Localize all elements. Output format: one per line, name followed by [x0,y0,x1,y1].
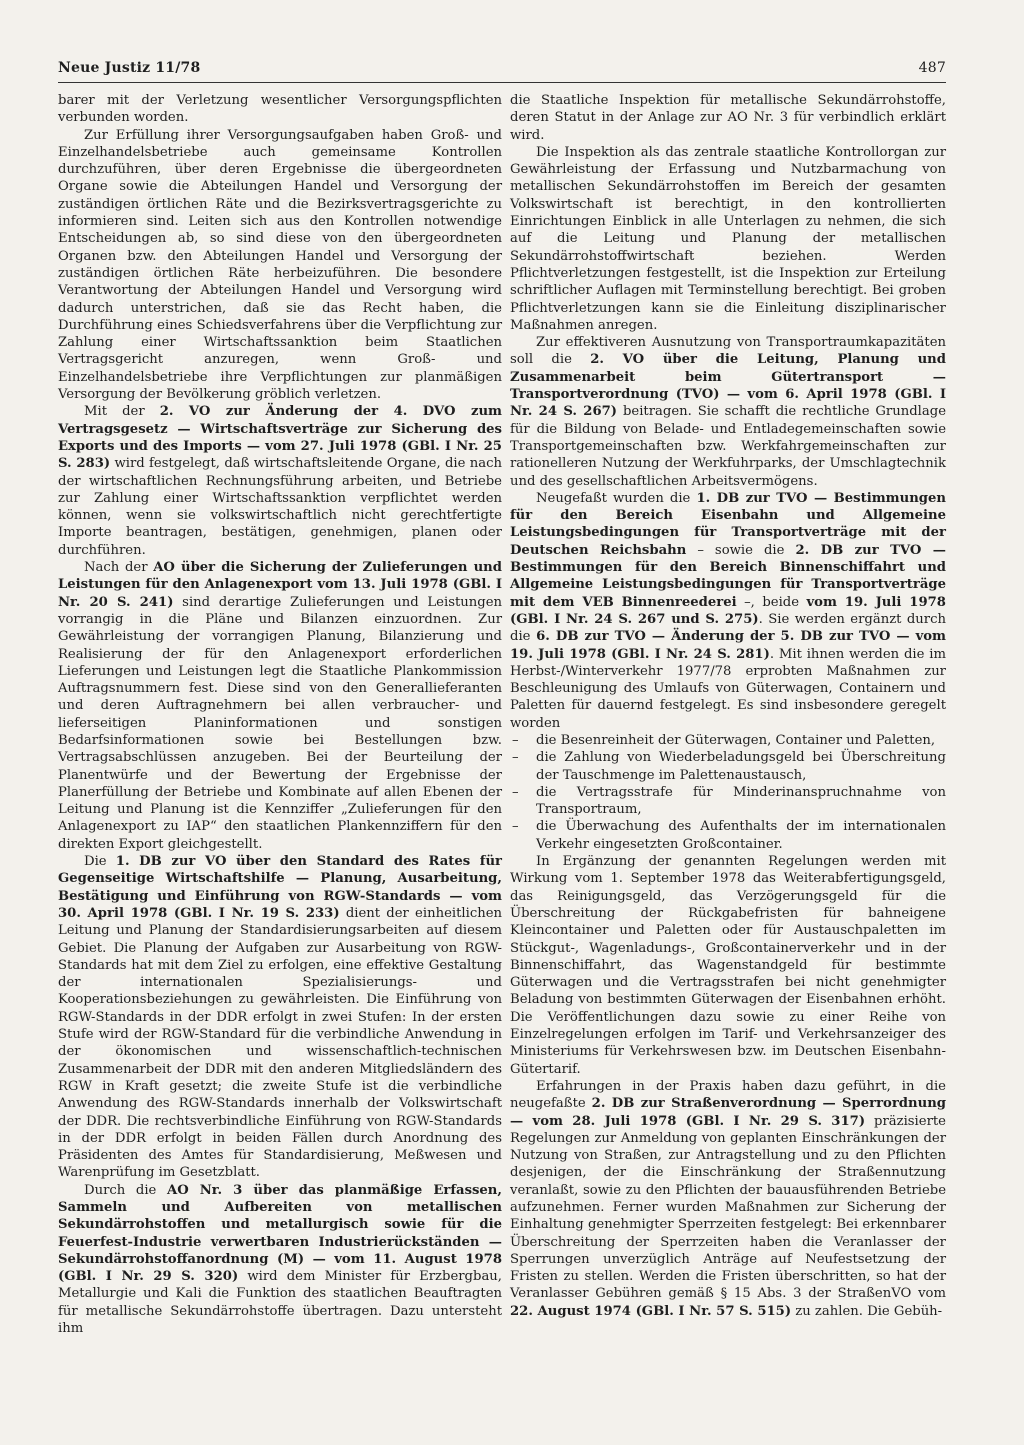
paragraph: Erfahrungen in der Praxis haben dazu geführt, in die neugefaßte 2. DB zur Straßenverordnung — Sperrordnung — vom 28. Juli 1978 (GBl. I Nr. 29 S. 317) präzisierte Regelungen zur Anmeldung von geplanten Einschränkungen der Nutzung von Straßen, zur Antragstellung und zu den Pflichten desjenigen, der die Einschränkung der Straßennutzung veranlaßt, sowie zu den Pflichten der bauausführenden Betriebe aufzunehmen. Ferner wurden Maßnahmen zur Sicherung der Einhaltung genehmigter Sperrzeiten festgelegt: Bei erkennbarer Überschreitung der Sperrzeiten haben die Veranlasser der Sperrungen unverzüglich Anträge auf Neufestsetzung der Fristen zu stellen. Werden die Fristen überschritten, so hat der Veranlasser Gebühren gemäß § 15 Abs. 3 der StraßenVO vom 22. August 1974 (GBl. I Nr. 57 S. 515) zu zahlen. Die Gebüh- [510,1078,946,1319]
regulation-list [510,732,946,853]
paragraph: Mit der 2. VO zur Änderung der 4. DVO zum Vertragsgesetz — Wirtschaftsverträge zur Sicherung des Exports und des Imports — vom 27. Juli 1978 (GBl. I Nr. 25 S. 283) wird festgelegt, daß wirtschaftsleitende Organe, die nach der wirtschaftlichen Rechnungsführung arbeiten, und Betriebe zur Zahlung einer Wirtschaftssanktion verpflichtet werden können, wenn sie volkswirtschaftlich nicht gerechtfertigte Importe beantragen, bestätigen, genehmigen, planen oder durchführen. [58,404,502,558]
legal-citation: 6. DB zur TVO — Änderung der 5. DB zur TVO — vom 19. Juli 1978 (GBl. I Nr. 24 S. 281) [510,629,946,662]
page-header [58,60,946,83]
legal-citation: 2. VO über die Leitung, Planung und Zusammenarbeit beim Gütertransport — Transportverordnung (TVO) — vom 6. April 1978 (GBl. I Nr. 24 S. 267) [510,352,946,420]
legal-citation: vom 19. Juli 1978 (GBl. I Nr. 24 S. 267 und S. 275) [510,594,946,627]
paragraph: Die 1. DB zur VO über den Standard des Rates für Gegenseitige Wirtschaftshilfe — Planung, Ausarbeitung, Bestätigung und Einführung von RGW-Standards — vom 30. April 1978 (GBl. I Nr. 19 S. 233) dient der einheitlichen Leitung und Planung der Standardisierungsarbeiten auf diesem Gebiet. Die Planung der Aufgaben zur Ausarbeitung von RGW-Standards hat mit dem Ziel zu erfolgen, eine effektive Gestaltung der internationalen Spezialisierungs- und Kooperationsbeziehungen zu gewährleisten. Die Einführung von RGW-Standards in der DDR erfolgt in zwei Stufen: In der ersten Stufe wird der RGW-Standard für die verbindliche Anwendung in der ökonomischen und wissenschaftlich-technischen Zusammenarbeit der DDR mit den anderen Mitgliedsländern des RGW in Kraft gesetzt; die zweite Stufe ist die verbindliche Anwendung des RGW-Standards innerhalb der Volkswirtschaft der DDR. Die rechtsverbindliche Einführung von RGW-Standards in der DDR erfolgt in beiden Fällen durch Anordnung des Präsidenten des Amtes für Standardisierung, Meßwesen und Warenprüfung im Gesetzblatt. [58,854,503,1181]
legal-citation: 1. DB zur VO über den Standard des Rates für Gegenseitige Wirtschaftshilfe — Planung, Ausarbeitung, Bestätigung und Einführung von RGW-Standards — vom 30. April 1978 (GBl. I Nr. 19 S. 233) [58,854,502,921]
legal-citation: 22. August 1974 (GBl. I Nr. 57 S. 515) [510,1303,792,1319]
legal-citation: AO über die Sicherung der Zulieferungen und Leistungen für den Anlagenexport vom 13. Juli 1978 (GBl. I Nr. 20 S. 241) [58,560,502,610]
page-number: 487 [918,60,946,76]
paragraph: die Staatliche Inspektion für metallische Sekundärrohstoffe, deren Statut in der Anlage zur AO Nr. 3 für verbindlich erklärt wird. [510,93,946,143]
journal-title: Neue Justiz 11/78 [58,60,201,76]
paragraph: Die Inspektion als das zentrale staatliche Kontrollorgan zur Gewährleistung der Erfassung und Nutzbarmachung von metallischen Sekundärrohstoffen im Bereich der gesamten Volkswirtschaft ist berechtigt, in den kontrollierten Einrichtungen Einblick in alle Unterlagen zu nehmen, die sich auf die Leitung und Planung der metallischen Sekundärrohstoffwirtschaft beziehen. Werden Pflichtverletzungen festgestellt, ist die Inspektion zur Erteilung schriftlicher Auflagen mit Terminstellung berechtigt. Bei groben Pflichtverletzungen kann sie die Einleitung disziplinarischer Maßnahmen anregen. [510,144,946,333]
left-column [58,92,502,1337]
paragraph: barer mit der Verletzung wesentlicher Versorgungspflichten verbunden worden. [58,93,502,126]
list-item: – die Überwachung des Aufenthalts der im internationalen Verkehr eingesetzten Großcontainer. [510,818,946,853]
list-item: – die Besenreinheit der Güterwagen, Container und Paletten, [510,732,946,749]
paragraph: Durch die AO Nr. 3 über das planmäßige Erfassen, Sammeln und Aufbereiten von metallischen Sekundärrohstoffen und metallurgisch sowie für die Feuerfest-Industrie verwertbaren Industrierückständen — Sekundärrohstoffanordnung (M) — vom 11. August 1978 (GBl. I Nr. 29 S. 320) wird dem Minister für Erzbergbau, Metallurgie und Kali die Funktion des staatlichen Beauftragten für metallische Sekundärrohstoffe übertragen. Dazu untersteht ihm [58,1182,502,1337]
paragraph: In Ergänzung der genannten Regelungen werden mit Wirkung vom 1. September 1978 das Weiterabfertigungsgeld, das Reinigungsgeld, das Verzögerungsgeld für die Überschreitung der Rückgabefristen für bahneigene Kleincontainer und Paletten oder für Austauschpaletten im Stückgut-, Wagenladungs-, Großcontainerverkehr und in der Binnenschiffahrt, das Wagenstandgeld für bestimmte Güterwagen und die Vertragsstrafen bei nicht genehmigter Beladung von bestimmten Güterwagen der Eisenbahnen erhöht. Die Veröffentlichungen dazu sowie zu einer Reihe von Einzelregelungen erfolgen im Tarif- und Verkehrsanzeiger des Ministeriums für Verkehrswesen bzw. im Deutschen Eisenbahn-Gütertarif. [510,854,946,1077]
legal-citation: 2. DB zur Straßenverordnung — Sperrordnung — vom 28. Juli 1978 (GBl. I Nr. 29 S. 317) [510,1096,946,1129]
legal-citation: 1. DB zur TVO — Bestimmungen für den Bereich Eisenbahn und Allgemeine Leistungsbedingungen für Transportverträge mit der Deutschen Reichsbahn [510,490,946,558]
paragraph: Zur Erfüllung ihrer Versorgungsaufgaben haben Groß- und Einzelhandelsbetriebe auch gemeinsame Kontrollen durchzuführen, über deren Ergebnisse die übergeordneten Organe sowie die Abteilungen Handel und Versorgung der zuständigen örtlichen Räte und die Bezirksvertragsgerichte zu informieren sind. Leiten sich aus den Kontrollen notwendige Entscheidungen ab, so sind diese von den übergeordneten Organen bzw. den Abteilungen Handel und Versorgung der zuständigen örtlichen Räte herbeizuführen. Die besondere Verantwortung der Abteilungen Handel und Versorgung wird dadurch unterstrichen, daß sie das Recht haben, die Durchführung eines Schiedsverfahrens über die Verpflichtung zur Zahlung einer Wirtschaftssanktion beim Staatlichen Vertragsgericht anzuregen, wenn Groß- und Einzelhandelsbetriebe ihre Verpflichtungen zur planmäßigen Versorgung der Bevölkerung gröblich verletzen. [58,127,502,403]
legal-citation: AO Nr. 3 über das planmäßige Erfassen, Sammeln und Aufbereiten von metallischen Sekundärrohstoffen und metallurgisch sowie für die Feuerfest-Industrie verwertbaren Industrierückständen — Sekundärrohstoffanordnung (M) — vom 11. August 1978 (GBl. I Nr. 29 S. 320) [58,1182,502,1285]
list-item: – die Zahlung von Wiederbeladungsgeld bei Überschreitung der Tauschmenge im Palettenaustausch, [510,749,946,784]
paragraph: Zur effektiveren Ausnutzung von Transportraumkapazitäten soll die 2. VO über die Leitung, Planung und Zusammenarbeit beim Gütertransport — Transportverordnung (TVO) — vom 6. April 1978 (GBl. I Nr. 24 S. 267) beitragen. Sie schafft die rechtliche Grundlage für die Bildung von Belade- und Entladegemeinschaften sowie Transportgemeinschaften bzw. Werkfahrgemeinschaften zur rationelleren Nutzung der Werkfuhrparks, der Umschlagtechnik und des gesellschaftlichen Arbeitsvermögens. [510,335,946,489]
paragraph: Neugefaßt wurden die 1. DB zur TVO — Bestimmungen für den Bereich Eisenbahn und Allgemeine Leistungsbedingungen für Transportverträge mit der Deutschen Reichsbahn – sowie die 2. DB zur TVO — Bestimmungen für den Bereich Binnenschiffahrt und Allgemeine Leistungsbedingungen für Transportverträge mit dem VEB Binnenreederei –, beide vom 19. Juli 1978 (GBl. I Nr. 24 S. 267 und S. 275). Sie werden ergänzt durch die 6. DB zur TVO — Änderung der 5. DB zur TVO — vom 19. Juli 1978 (GBl. I Nr. 24 S. 281). Mit ihnen werden die im Herbst-/Winterverkehr 1977/78 erprobten Maßnahmen zur Beschleunigung des Umlaufs von Güterwagen, Containern und Paletten für dauernd festgelegt. Es sind insbesondere geregelt worden [510,490,946,731]
right-column [510,92,946,1320]
legal-citation: 2. DB zur TVO — Bestimmungen für den Bereich Binnenschiffahrt und Allgemeine Leistungsbedingungen für Transportverträge mit dem VEB Binnenreederei [510,542,946,610]
paragraph: Nach der AO über die Sicherung der Zulieferungen und Leistungen für den Anlagenexport vom 13. Juli 1978 (GBl. I Nr. 20 S. 241) sind derartige Zulieferungen und Leistungen vorrangig in die Pläne und Bilanzen einzuordnen. Zur Gewährleistung der vorrangigen Planung, Bilanzierung und Realisierung der für den Anlagenexport erforderlichen Lieferungen und Leistungen legt die Staatliche Plankommission Auftragsnummern fest. Diese sind von den Generallieferanten und deren Auftragnehmern bei allen verbraucher- und lieferseitigen Planinformationen und sonstigen Bedarfsinformationen sowie bei Bestellungen bzw. Vertragsabschlüssen anzugeben. Bei der Beurteilung der Planentwürfe und der Bewertung der Ergebnisse der Planerfüllung der Betriebe und Kombinate auf allen Ebenen der Leitung und Planung ist die Kennziffer „Zulieferungen für den Anlagenexport zu IAP“ den staatlichen Plankennziffern für den direkten Export gleichgestellt. [58,560,502,852]
list-item: – die Vertragsstrafe für Minderinanspruchnahme von Transportraum, [510,784,946,819]
legal-citation: 2. VO zur Änderung der 4. DVO zum Vertragsgesetz — Wirtschaftsverträge zur Sicherung des Exports und des Imports — vom 27. Juli 1978 (GBl. I Nr. 25 S. 283) [58,404,502,472]
